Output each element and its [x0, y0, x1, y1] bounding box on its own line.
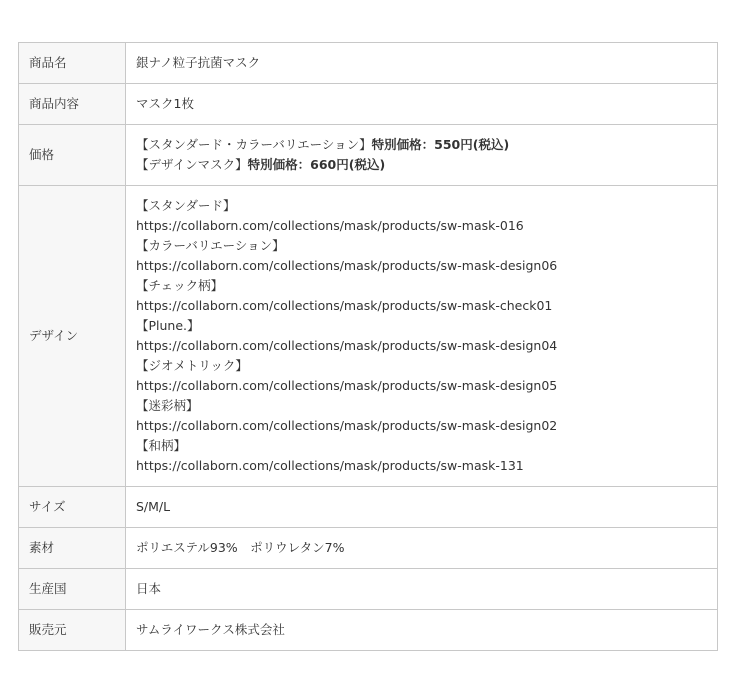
- price-amount: 特別価格：550円(税込): [371, 137, 510, 152]
- design-url-link[interactable]: https://collaborn.com/collections/mask/products/sw-mask-design04: [136, 338, 558, 353]
- spec-row-price: [19, 125, 718, 186]
- spec-row-contents: [19, 84, 718, 125]
- spec-row-origin: [19, 569, 718, 610]
- design-url-link[interactable]: https://collaborn.com/collections/mask/products/sw-mask-016: [136, 218, 524, 233]
- spec-value: S/M/L: [126, 487, 718, 528]
- spec-value: 日本: [126, 569, 718, 610]
- spec-value: サムライワークス株式会社: [126, 610, 718, 651]
- design-url-link[interactable]: https://collaborn.com/collections/mask/products/sw-mask-131: [136, 458, 524, 473]
- design-cell: [126, 186, 718, 487]
- price-category: 【デザインマスク】: [136, 157, 248, 172]
- price-line: [136, 155, 707, 175]
- spec-value: マスク1枚: [126, 84, 718, 125]
- spec-label: 販売元: [19, 610, 126, 651]
- design-url-link[interactable]: https://collaborn.com/collections/mask/products/sw-mask-design06: [136, 258, 558, 273]
- design-name: 【ジオメトリック】: [136, 358, 248, 373]
- design-name: 【スタンダード】: [136, 198, 236, 213]
- price-amount: 特別価格：660円(税込): [247, 157, 386, 172]
- design-url-link[interactable]: https://collaborn.com/collections/mask/products/sw-mask-design02: [136, 418, 558, 433]
- spec-label: 商品内容: [19, 84, 126, 125]
- spec-value: ポリエステル93% ポリウレタン7%: [126, 528, 718, 569]
- spec-label: サイズ: [19, 487, 126, 528]
- design-name: 【チェック柄】: [136, 278, 224, 293]
- spec-label: デザイン: [19, 186, 126, 487]
- price-category: 【スタンダード・カラーバリエーション】: [136, 137, 372, 152]
- design-name: 【迷彩柄】: [136, 398, 199, 413]
- spec-label: 素材: [19, 528, 126, 569]
- spec-label: 商品名: [19, 43, 126, 84]
- spec-value: 銀ナノ粒子抗菌マスク: [126, 43, 718, 84]
- spec-row-size: [19, 487, 718, 528]
- design-name: 【Plune.】: [136, 318, 200, 333]
- spec-row-product-name: [19, 43, 718, 84]
- design-name: 【カラーバリエーション】: [136, 238, 285, 253]
- spec-label: 生産国: [19, 569, 126, 610]
- price-cell: [126, 125, 718, 186]
- product-spec-table: [18, 42, 718, 651]
- price-line: [136, 135, 707, 155]
- spec-row-design: [19, 186, 718, 487]
- design-name: 【和柄】: [136, 438, 187, 453]
- spec-row-material: [19, 528, 718, 569]
- design-url-link[interactable]: https://collaborn.com/collections/mask/products/sw-mask-design05: [136, 378, 558, 393]
- design-url-link[interactable]: https://collaborn.com/collections/mask/products/sw-mask-check01: [136, 298, 553, 313]
- spec-row-seller: [19, 610, 718, 651]
- spec-label: 価格: [19, 125, 126, 186]
